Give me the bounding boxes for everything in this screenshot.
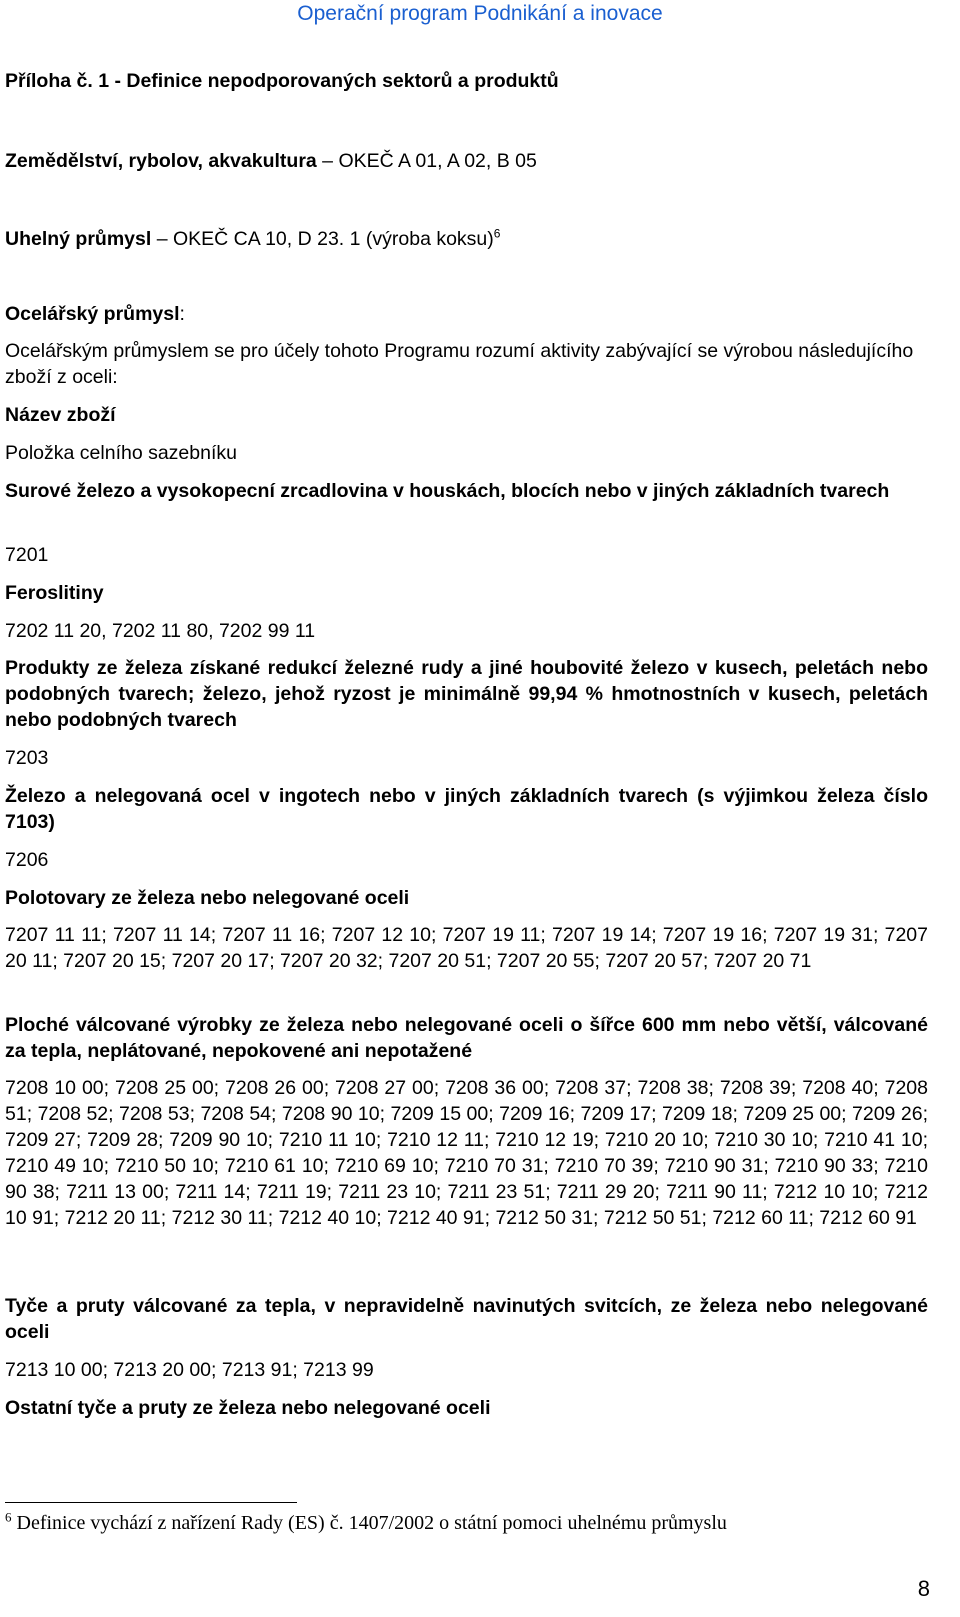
sector-agriculture-label: Zemědělství, rybolov, akvakultura: [5, 150, 317, 172]
page-number: 8: [917, 1576, 930, 1601]
item-codes: 7203: [5, 747, 49, 769]
sector-agriculture: [5, 148, 928, 174]
item-name: Feroslitiny: [5, 582, 104, 604]
sector-agriculture-codes: – OKEČ A 01, A 02, B 05: [316, 150, 537, 172]
sector-steel-heading: [5, 301, 928, 327]
sector-coal-codes: – OKEČ CA 10, D 23. 1 (výroba koksu): [151, 228, 494, 250]
item-codes: 7202 11 20, 7202 11 80, 7202 99 11: [5, 620, 316, 642]
footnote: [5, 1509, 727, 1535]
steel-heading-label: Ocelářský průmysl: [5, 303, 180, 325]
item-name: Tyče a pruty válcované za tepla, v nepravidelně navinutých svitcích, ze železa nebo nelegované oceli: [5, 1295, 928, 1343]
column-tariff-item: Položka celního sazebníku: [5, 442, 237, 464]
item-codes: 7213 10 00; 7213 20 00; 7213 91; 7213 99: [5, 1359, 374, 1381]
steel-intro: Ocelářským průmyslem se pro účely tohoto Programu rozumí aktivity zabývající se výrobou následujícího zboží z oceli:: [5, 340, 914, 388]
footnote-separator: [5, 1502, 297, 1503]
item-name: Železo a nelegovaná ocel v ingotech nebo v jiných základních tvarech (s výjimkou železa číslo 7103): [5, 785, 928, 833]
sector-coal: [5, 226, 928, 252]
item-name: Polotovary ze železa nebo nelegované oceli: [5, 887, 410, 909]
item-codes: 7206: [5, 849, 49, 871]
item-codes: 7201: [5, 544, 49, 566]
item-name: Produkty ze železa získané redukcí železné rudy a jiné houbovité železo v kusech, peletách nebo podobných tvarech; železo, jehož ryzost je minimálně 99,94 % hmotnostních v kusech, peletách nebo podobných tvarech: [5, 657, 928, 731]
item-name: Ostatní tyče a pruty ze železa nebo nelegované oceli: [5, 1397, 491, 1419]
steel-heading-colon: :: [179, 303, 185, 325]
annex-title: Příloha č. 1 - Definice nepodporovaných sektorů a produktů: [5, 70, 559, 92]
item-codes: 7207 11 11; 7207 11 14; 7207 11 16; 7207 12 10; 7207 19 11; 7207 19 14; 7207 19 16; 7207 19 31; 7207 20 11; 7207 20 15; 7207 20 17; 7207 20 32; 7207 20 51; 7207 20 55; 7207 20 57; 7207 20 71: [5, 924, 928, 972]
footnote-number: 6: [5, 1509, 12, 1525]
column-goods-name: Název zboží: [5, 404, 116, 426]
item-name: Ploché válcované výrobky ze železa nebo nelegované oceli o šířce 600 mm nebo větší, válcované za tepla, neplátované, nepokovené ani nepotažené: [5, 1014, 928, 1062]
footnote-text: Definice vychází z nařízení Rady (ES) č. 1407/2002 o státní pomoci uhelnému průmyslu: [11, 1512, 727, 1534]
running-header: Operační program Podnikání a inovace: [297, 2, 663, 25]
footnote-reference: 6: [493, 226, 501, 241]
item-name: Surové železo a vysokopecní zrcadlovina v houskách, blocích nebo v jiných základních tvarech: [5, 480, 890, 502]
sector-coal-label: Uhelný průmysl: [5, 228, 152, 250]
item-codes: 7208 10 00; 7208 25 00; 7208 26 00; 7208 27 00; 7208 36 00; 7208 37; 7208 38; 7208 39; 7208 40; 7208 51; 7208 52; 7208 53; 7208 54; 7208 90 10; 7209 15 00; 7209 16; 7209 17; 7209 18; 7209 25 00; 7209 26; 7209 27; 7209 28; 7209 90 10; 7210 11 10; 7210 12 11; 7210 12 19; 7210 20 10; 7210 30 10; 7210 41 10; 7210 49 10; 7210 50 10; 7210 61 10; 7210 69 10; 7210 70 31; 7210 70 39; 7210 90 31; 7210 90 33; 7210 90 38; 7211 13 00; 7211 14; 7211 19; 7211 23 10; 7211 23 51; 7211 29 20; 7211 90 11; 7212 10 10; 7212 10 91; 7212 20 11; 7212 30 11; 7212 40 10; 7212 40 91; 7212 50 31; 7212 50 51; 7212 60 11; 7212 60 91: [5, 1077, 928, 1229]
